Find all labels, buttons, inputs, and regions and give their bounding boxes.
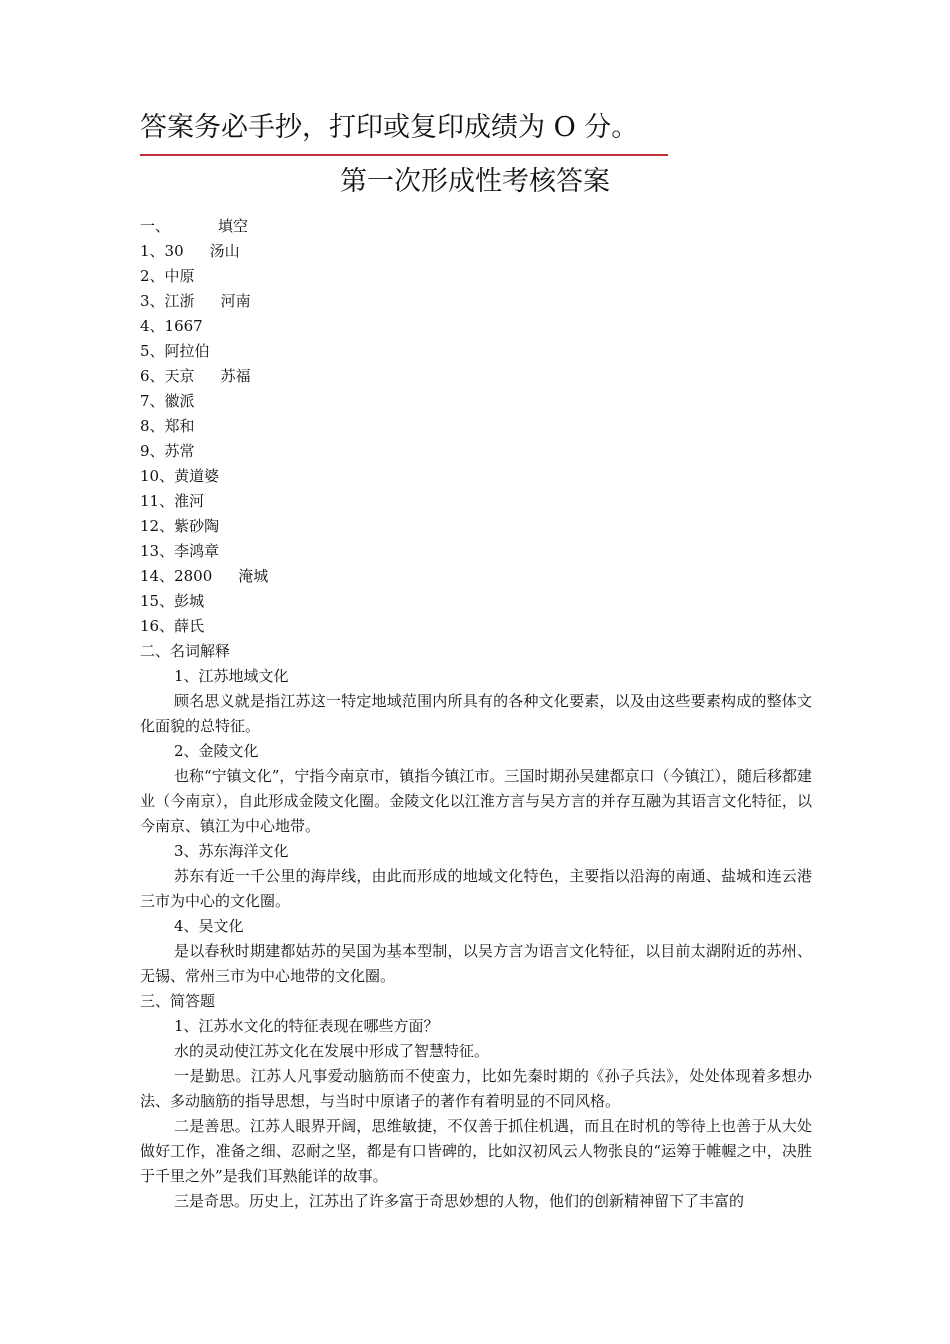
term-title: 2、金陵文化 [174, 742, 259, 760]
item-number: 6、 [140, 367, 165, 385]
fill-blank-item [140, 314, 812, 339]
term-definition: 顾名思义就是指江苏这一特定地域范围内所具有的各种文化要素，以及由这些要素构成的整体文化面貌的总特征。 [140, 692, 812, 735]
answer-b: 河南 [220, 292, 251, 310]
item-number: 11、 [140, 492, 175, 510]
handwrite-warning: 答案务必手抄，打印或复印成绩为 O 分。 [140, 112, 639, 143]
fill-blank-item [140, 339, 812, 364]
item-number: 4、 [140, 317, 165, 335]
item-number: 7、 [140, 392, 165, 410]
answer-a: 2800 [174, 567, 213, 585]
fill-blank-item [140, 589, 812, 614]
answer-paragraph-3: 三是奇思。历史上，江苏出了许多富于奇思妙想的人物，他们的创新精神留下了丰富的 [174, 1192, 745, 1210]
term-definition: 是以春秋时期建都姑苏的吴国为基本型制，以吴方言为语言文化特征，以目前太湖附近的苏州、无锡、常州三市为中心地带的文化圈。 [140, 942, 812, 985]
answer-a: 天京 [164, 367, 195, 385]
terms-list [140, 664, 812, 989]
section-number: 一、 [140, 217, 171, 235]
item-number: 1、 [140, 242, 165, 260]
answer-a: 阿拉伯 [164, 342, 210, 360]
answer-a: 李鸿章 [174, 542, 220, 560]
answer-a: 薛氏 [174, 617, 205, 635]
item-number: 14、 [140, 567, 175, 585]
item-number: 16、 [140, 617, 175, 635]
answer-a: 彭城 [174, 592, 205, 610]
item-number: 10、 [140, 467, 175, 485]
item-number: 5、 [140, 342, 165, 360]
term-title: 3、苏东海洋文化 [174, 842, 289, 860]
term-definition: 也称“宁镇文化”，宁指今南京市，镇指今镇江市。三国时期孙吴建都京口（今镇江），随后移都建业（今南京），自此形成金陵文化圈。金陵文化以江淮方言与吴方言的并存互融为其语言文化特征，以今南京、镇江为中心地带。 [140, 767, 812, 835]
answer-a: 苏常 [164, 442, 195, 460]
item-number: 15、 [140, 592, 175, 610]
answer-body [140, 214, 812, 1214]
page-title: 第一次形成性考核答案 [340, 166, 610, 197]
fill-blank-item [140, 539, 812, 564]
fill-blank-item [140, 514, 812, 539]
item-number: 13、 [140, 542, 175, 560]
answer-paragraph-1: 一是勤思。江苏人凡事爱动脑筋而不使蛮力，比如先秦时期的《孙子兵法》，处处体现着多想办法、多动脑筋的指导思想，与当时中原诸子的著作有着明显的不同风格。 [140, 1067, 812, 1110]
answer-a: 1667 [164, 317, 203, 335]
fill-blank-item [140, 564, 812, 589]
fill-blank-item [140, 289, 812, 314]
item-number: 9、 [140, 442, 165, 460]
answer-b: 淹城 [238, 567, 269, 585]
term-title: 1、江苏地域文化 [174, 667, 289, 685]
fill-blank-item [140, 239, 812, 264]
item-number: 8、 [140, 417, 165, 435]
fill-blank-item [140, 489, 812, 514]
red-divider [140, 154, 668, 156]
term-definition: 苏东有近一千公里的海岸线，由此而形成的地域文化特色，主要指以沿海的南通、盐城和连云港三市为中心的文化圈。 [140, 867, 812, 910]
section-short-answer-heading: 三、简答题 [140, 992, 216, 1010]
fill-blank-item [140, 414, 812, 439]
question-1: 1、江苏水文化的特征表现在哪些方面？ [174, 1017, 439, 1035]
fill-blank-item [140, 464, 812, 489]
answer-a: 紫砂陶 [174, 517, 220, 535]
fill-blank-item [140, 364, 812, 389]
fill-blank-list [140, 239, 812, 639]
answer-a: 徽派 [164, 392, 195, 410]
fill-blank-item [140, 264, 812, 289]
fill-blank-item [140, 389, 812, 414]
answer-a: 中原 [164, 267, 195, 285]
answer-a: 黄道婆 [174, 467, 220, 485]
item-number: 12、 [140, 517, 175, 535]
answer-a: 30 [164, 242, 184, 260]
answer-intro: 水的灵动使江苏文化在发展中形成了智慧特征。 [174, 1042, 490, 1060]
section-label: 填空 [218, 217, 249, 235]
item-number: 2、 [140, 267, 165, 285]
fill-blank-item [140, 614, 812, 639]
item-number: 3、 [140, 292, 165, 310]
answer-b: 汤山 [209, 242, 240, 260]
answer-a: 淮河 [174, 492, 205, 510]
answer-a: 江浙 [164, 292, 195, 310]
answer-b: 苏福 [220, 367, 251, 385]
fill-blank-item [140, 439, 812, 464]
term-title: 4、吴文化 [174, 917, 244, 935]
section-fill-blank-heading [140, 214, 812, 239]
section-terms-heading: 二、名词解释 [140, 642, 231, 660]
answer-paragraph-2: 二是善思。江苏人眼界开阔，思维敏捷，不仅善于抓住机遇，而且在时机的等待上也善于从大处做好工作，准备之细、忍耐之坚，都是有口皆碑的，比如汉初风云人物张良的“运筹于帷幄之中，决胜于千里之外”是我们耳熟能详的故事。 [140, 1117, 812, 1185]
answer-a: 郑和 [164, 417, 195, 435]
